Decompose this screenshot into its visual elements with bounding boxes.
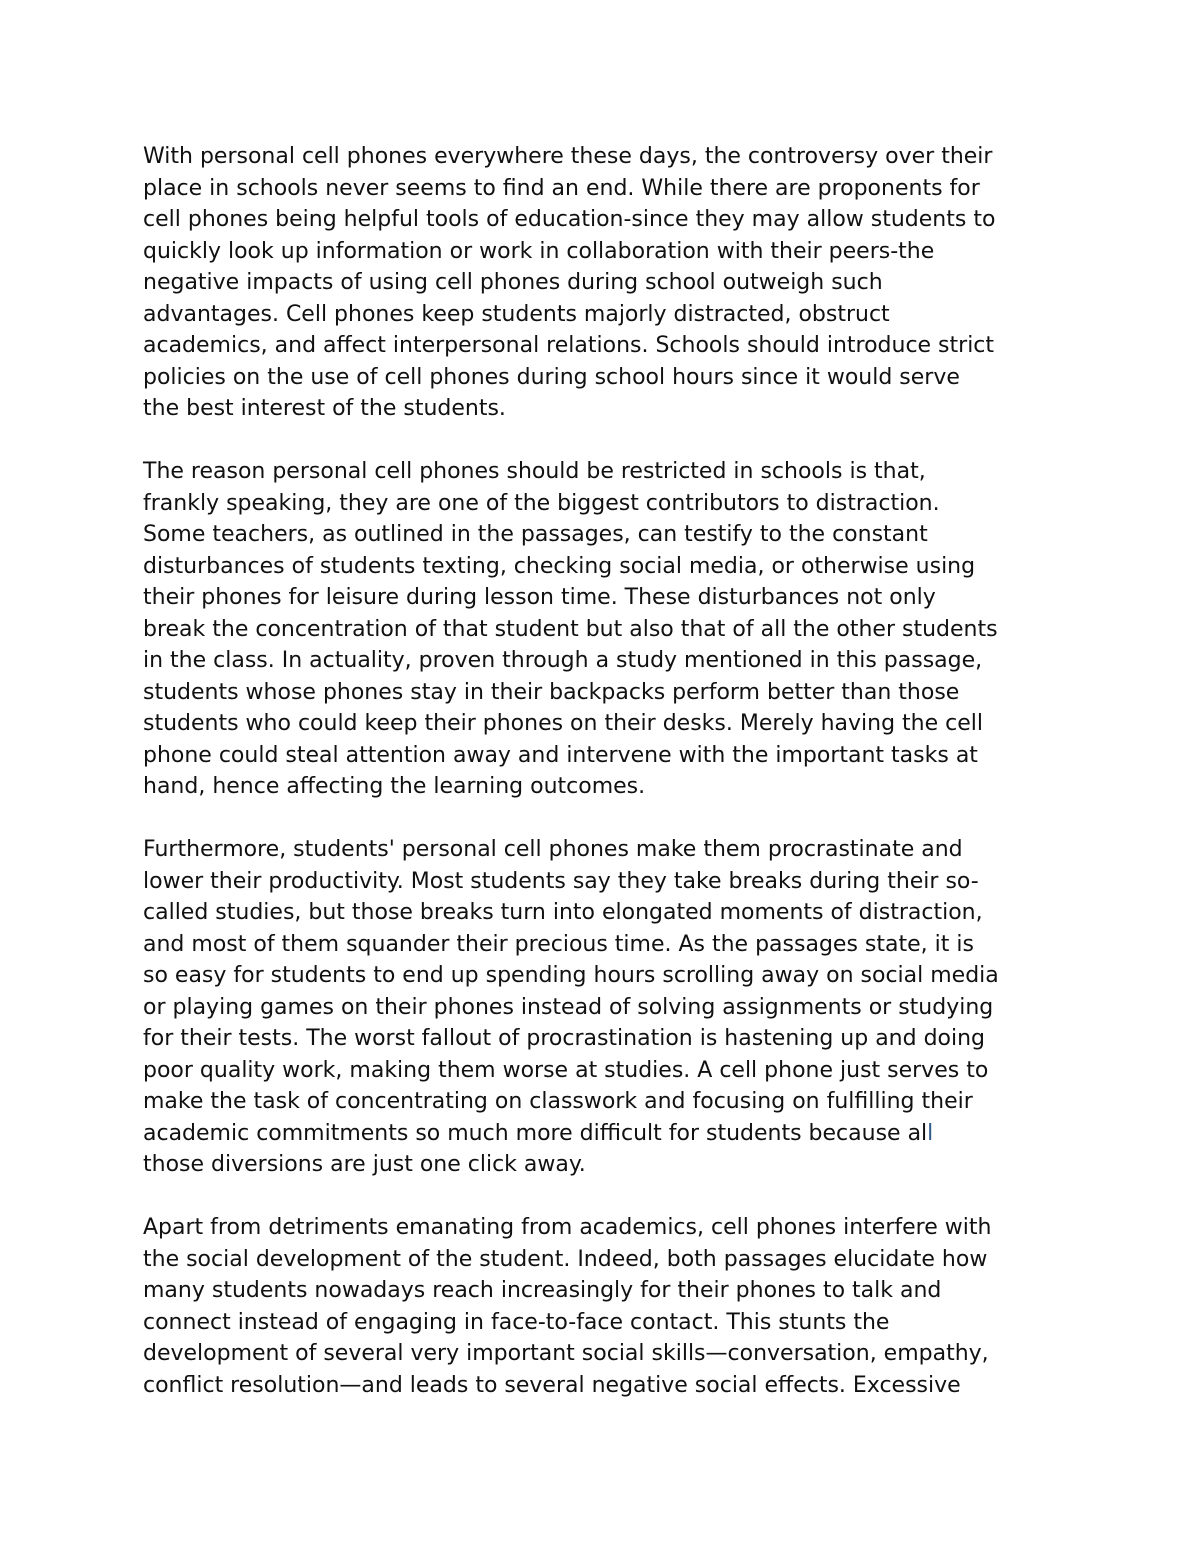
text-line: phone could steal attention away and intervene with the important tasks at xyxy=(143,742,978,768)
paragraph-2 xyxy=(143,456,1083,803)
text-cursor-highlight: l xyxy=(927,1120,934,1146)
text-line: the best interest of the students. xyxy=(143,396,506,421)
paragraph-1 xyxy=(143,141,1083,425)
paragraph-spacer xyxy=(143,1181,1083,1213)
text-line: With personal cell phones everywhere these days, the controversy over their xyxy=(143,144,993,169)
document-body xyxy=(143,141,1083,1401)
text-line: students who could keep their phones on their desks. Merely having the cell xyxy=(143,711,984,736)
paragraph-4 xyxy=(143,1212,1083,1401)
text-line: in the class. In actuality, proven through a study mentioned in this passage, xyxy=(143,648,983,673)
paragraph-3 xyxy=(143,834,1083,1181)
text-line: so easy for students to end up spending hours scrolling away on social media xyxy=(143,963,999,988)
text-line: disturbances of students texting, checking social media, or otherwise using xyxy=(143,553,976,579)
paragraph-spacer xyxy=(143,803,1083,835)
text-line: called studies, but those breaks turn into elongated moments of distraction, xyxy=(143,900,983,925)
text-line: Some teachers, as outlined in the passages, can testify to the constant xyxy=(143,522,928,547)
paragraph-spacer xyxy=(143,425,1083,457)
text-line: conflict resolution—and leads to several negative social effects. Excessive xyxy=(143,1372,961,1398)
text-line: The reason personal cell phones should be restricted in schools is that, xyxy=(143,459,926,484)
text-line: lower their productivity. Most students say they take breaks during their so- xyxy=(143,868,979,894)
text-line: connect instead of engaging in face-to-face contact. This stunts the xyxy=(143,1309,890,1335)
text-line: make the task of concentrating on classwork and focusing on fulfilling their xyxy=(143,1089,973,1114)
text-line: quickly look up information or work in collaboration with their peers-the xyxy=(143,238,935,264)
text-line: Apart from detriments emanating from academics, cell phones interfere with xyxy=(143,1215,992,1240)
text-line: many students nowadays reach increasingly for their phones to talk and xyxy=(143,1278,942,1303)
text-line: the social development of the student. Indeed, both passages elucidate how xyxy=(143,1246,988,1272)
text-segment: academic commitments so much more difficult for students because al xyxy=(143,1120,928,1146)
text-line: development of several very important social skills—conversation, empathy, xyxy=(143,1341,989,1366)
text-line: break the concentration of that student but also that of all the other students xyxy=(143,616,998,642)
text-line: students whose phones stay in their backpacks perform better than those xyxy=(143,679,960,705)
text-line: academics, and affect interpersonal relations. Schools should introduce strict xyxy=(143,333,995,358)
text-line: policies on the use of cell phones during school hours since it would serve xyxy=(143,364,960,390)
text-line: their phones for leisure during lesson time. These disturbances not only xyxy=(143,585,936,610)
text-line: those diversions are just one click away. xyxy=(143,1152,586,1177)
text-line: Furthermore, students' personal cell phones make them procrastinate and xyxy=(143,837,963,862)
text-line: advantages. Cell phones keep students majorly distracted, obstruct xyxy=(143,301,890,327)
text-line: frankly speaking, they are one of the biggest contributors to distraction. xyxy=(143,490,940,516)
text-line: for their tests. The worst fallout of procrastination is hastening up and doing xyxy=(143,1026,986,1051)
text-line: and most of them squander their precious time. As the passages state, it is xyxy=(143,931,974,957)
text-line: cell phones being helpful tools of education-since they may allow students to xyxy=(143,207,996,232)
text-line: or playing games on their phones instead of solving assignments or studying xyxy=(143,994,994,1020)
text-line: place in schools never seems to find an end. While there are proponents for xyxy=(143,175,980,201)
text-line: hand, hence affecting the learning outcomes. xyxy=(143,774,646,799)
text-line: poor quality work, making them worse at studies. A cell phone just serves to xyxy=(143,1057,989,1083)
text-line: negative impacts of using cell phones during school outweigh such xyxy=(143,270,883,295)
text-line xyxy=(143,1118,1083,1150)
